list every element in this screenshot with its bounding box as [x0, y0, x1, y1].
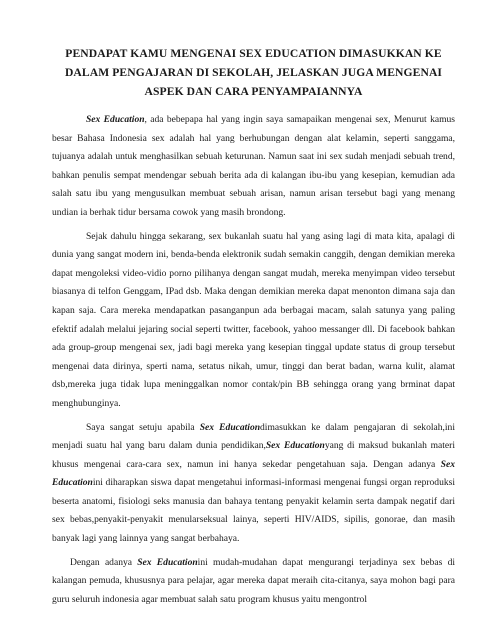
paragraph-3-text-4: ini diharapkan siswa dapat mengetahui informasi-informasi mengenai fungsi organ reproduksi beserta anatomi, fisiologi seks manusia dan bahaya tentang penyakit kelamin serta dampak negatif dari sex bebas,penyakit-penyakit menularseksual lainya, seperti HIV/AIDS, sipilis, gonorae, dan masih banyak lagi yang lainnya yang sangat berbahaya.: [52, 477, 455, 545]
paragraph-4-text-2: ini mudah-mudahan dapat mengurangi terjadinya sex bebas di kalangan pemuda, khususnya para pelajar, agar mereka dapat meraih cita-citanya, saya mohon bagi para guru seluruh indonesia agar membuat salah satu program khusus yaitu mengontrol: [52, 556, 456, 605]
paragraph-3-text-1: Saya sangat setuju apabila: [86, 421, 200, 433]
paragraph-4-text-1: Dengan adanya: [70, 556, 138, 568]
paragraph-2: Sejak dahulu hingga sekarang, sex bukanlah suatu hal yang asing lagi di mata kita, apalagi di dunia yang sangat modern ini, benda-benda elektronik sudah semakin canggih, dengan demikian mereka dapat mengoleksi video-vidio porno pilihanya dengan sangat mudah, mereka menyimpan video tersebut biasanya di telfon Genggam, IPad dsb. Maka dengan demikian mereka dapat menonton dimana saja dan kapan saja. Cara mereka mendapatkan pasanganpun ada berbagai macam, salah satunya yang paling efektif adalah melalui jejaring social seperti twitter, facebook, yahoo messanger dll. Di facebook bahkan ada group-group mengenai sex, jadi bagi mereka yang kesepian tinggal update status di group tersebut mengenai data dirinya, sperti nama, setatus nikah, umur, tinggi dan berat badan, warna kulit, alamat dsb,mereka juga tidak lupa meninggalkan nomor contak/pin BB sehingga orang yang brminat dapat menghubunginya.: [52, 230, 455, 409]
sex-education-term: Sex Education: [199, 421, 261, 433]
sex-education-term: Sex Education: [265, 440, 325, 452]
paragraph-1-text: , ada bebepapa hal yang ingin saya samapaikan mengenai sex, Menurut kamus besar Bahasa Indonesia sex adalah hal yang berhubungan dengan alat kelamin, seperti sanggama, tujuanya adalah untuk menghasilkan sebuah keturunan. Namun saat ini sex sudah menjadi sebuah trend, bahkan penulis sempat mendengar sebuah berita ada di kalangan ibu-ibu yang kesepian, kemudian ada salah satu ibu yang mengusulkan membuat sebuah arisan, namun arisan tersebut bagi yang menang undian ia berhak tidur bersama cowok yang masih brondong.: [52, 114, 455, 218]
sex-education-term: Sex Education: [52, 458, 455, 489]
paragraph-3-text-2: dimasukkan ke dalam pengajaran di sekolah,ini menjadi suatu hal yang baru dalam dunia pendidikan,: [52, 421, 455, 452]
document-title: [52, 44, 455, 101]
title-line-2: DALAM PENGAJARAN DI SEKOLAH, JELASKAN JUGA MENGENAI: [64, 66, 443, 79]
title-line-3: ASPEK DAN CARA PENYAMPAIANNYA: [144, 85, 363, 98]
title-line-1: PENDAPAT KAMU MENGENAI SEX EDUCATION DIMASUKKAN KE: [65, 47, 442, 60]
sex-education-term: Sex Education: [86, 114, 145, 125]
paragraph-1: [52, 111, 455, 223]
paragraph-3: [52, 419, 455, 549]
sex-education-term: Sex Education: [137, 556, 198, 568]
paragraph-4: [52, 554, 455, 610]
paragraph-3-text-3: yang di maksud bukanlah materi khusus mengenai cara-cara sex, namun ini hanya sekedar pengetahuan saja. Dengan adanya: [52, 440, 455, 470]
